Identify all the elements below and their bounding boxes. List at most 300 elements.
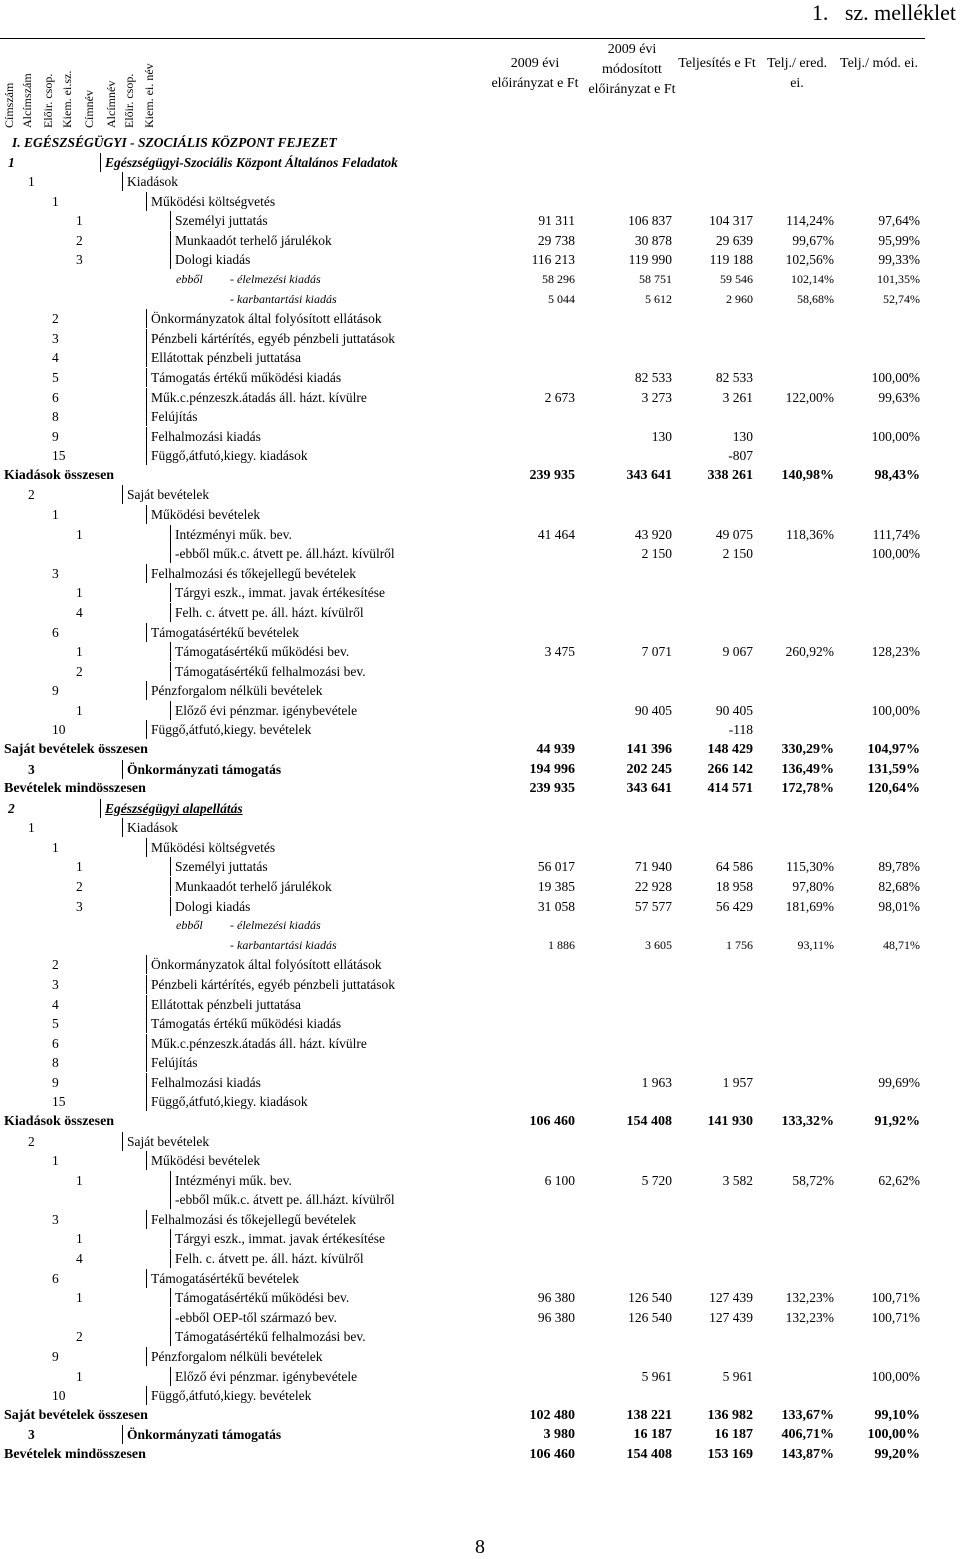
table-row (0, 133, 960, 153)
column-header: Telj./ mód. ei. (840, 56, 918, 71)
row-value: 104,97% (867, 741, 920, 757)
row-label: Egészségügyi alapellátás (100, 799, 243, 818)
row-value: 102,56% (785, 252, 834, 268)
row-code: 1 (52, 193, 59, 209)
row-value: 100,00% (867, 1427, 920, 1443)
row-value: 130 (651, 428, 672, 444)
row-value: 2 960 (726, 291, 753, 306)
row-label: Függő,átfutó,kiegy. bevételek (146, 720, 311, 739)
row-value: 57 577 (634, 898, 672, 914)
row-value: 343 641 (626, 467, 672, 483)
row-value: 52,74% (883, 291, 920, 306)
table-row (0, 701, 960, 721)
row-value: 127 439 (709, 1309, 753, 1325)
row-value: 5 720 (641, 1172, 672, 1188)
row-value: 58 751 (639, 272, 672, 287)
row-value: 143,87% (781, 1446, 834, 1462)
row-value: 138 221 (626, 1407, 672, 1423)
row-value: 128,23% (871, 644, 920, 660)
table-row (0, 857, 960, 877)
row-code: 2 (28, 1133, 35, 1149)
row-value: 118,36% (786, 526, 834, 542)
row-value: 239 935 (529, 467, 575, 483)
row-label: Támogatás értékű működési kiadás (146, 368, 341, 387)
vertical-header-text: Előir. csop. (41, 73, 55, 128)
row-value: 99,20% (874, 1446, 920, 1462)
vertical-header-label (104, 38, 118, 130)
row-code: 1 (8, 154, 15, 170)
row-code: 1 (76, 644, 83, 660)
table-row (0, 897, 960, 917)
vertical-header-text: Kiem. ei. név (142, 63, 156, 128)
table-header (0, 38, 960, 130)
row-code: 1 (76, 1368, 83, 1384)
row-value: 89,78% (878, 859, 920, 875)
column-header: Telj./ ered. ei. (766, 56, 828, 91)
row-code: 1 (52, 1153, 59, 1169)
row-label: Személyi juttatás (170, 211, 268, 230)
table-row (0, 1269, 960, 1289)
row-value: 239 935 (529, 781, 575, 797)
row-label: Kiadások összesen (4, 1114, 115, 1129)
row-value: 95,99% (878, 232, 920, 248)
row-label: -ebből műk.c. átvett pe. áll.házt. kívülről (170, 1190, 395, 1209)
row-value: 111,74% (872, 526, 920, 542)
row-value: 91,92% (874, 1114, 920, 1129)
row-label: Munkaadót terhelő járulékok (170, 877, 332, 896)
row-label: - karbantartási kiadás (230, 291, 337, 306)
row-value: 338 261 (707, 467, 753, 483)
row-label: Saját bevételek (122, 1132, 209, 1151)
row-label: Támogatásértékű bevételek (146, 623, 299, 642)
row-value: 99,67% (792, 232, 834, 248)
row-code: 1 (76, 1231, 83, 1247)
row-label: Felújítás (146, 1053, 198, 1072)
row-value: 100,00% (871, 702, 920, 718)
row-value: 114,24% (786, 213, 834, 229)
row-code: 1 (52, 507, 59, 523)
row-value: 49 075 (715, 526, 753, 542)
row-label: - élelmezési kiadás (230, 918, 321, 933)
table-row (0, 720, 960, 740)
row-value: 7 071 (641, 644, 672, 660)
row-value: 90 405 (634, 702, 672, 718)
row-code: 2 (28, 487, 35, 503)
row-code: 4 (76, 604, 83, 620)
row-label: Pénzforgalom nélküli bevételek (146, 1347, 322, 1366)
row-label: Felhalmozási és tőkejellegű bevételek (146, 1210, 356, 1229)
row-code: 1 (76, 1290, 83, 1306)
row-value: 1 886 (548, 937, 575, 952)
row-code: 2 (76, 663, 83, 679)
row-value: 58 296 (542, 272, 575, 287)
row-label: -ebből OEP-től származó bev. (170, 1308, 337, 1327)
row-value: 41 464 (537, 526, 575, 542)
row-value: 330,29% (781, 741, 834, 757)
row-label: Bevételek mindösszesen (4, 781, 146, 797)
row-value: 260,92% (785, 644, 834, 660)
table-row (0, 681, 960, 701)
row-value: 194 996 (529, 761, 575, 777)
row-value: 3 582 (722, 1172, 753, 1188)
row-value: 2 150 (641, 546, 672, 562)
row-code: 2 (76, 879, 83, 895)
row-value: 100,00% (871, 369, 920, 385)
row-label: Intézményi műk. bev. (170, 525, 292, 544)
table-row (0, 231, 960, 251)
row-value: 106 460 (529, 1446, 575, 1462)
table-row (0, 485, 960, 505)
row-value: 414 571 (707, 781, 753, 797)
table-row (0, 309, 960, 329)
table-row (0, 1210, 960, 1230)
row-value: 106 837 (628, 213, 672, 229)
table-row (0, 1386, 960, 1406)
row-value: 9 067 (722, 644, 753, 660)
table-row (0, 936, 960, 956)
row-code: 1 (76, 213, 83, 229)
row-label: Működési költségvetés (146, 192, 275, 211)
table-row (0, 1229, 960, 1249)
row-code: 4 (52, 996, 59, 1012)
row-code: 2 (52, 957, 59, 973)
row-code: 1 (28, 820, 35, 836)
row-value: 119 990 (628, 252, 672, 268)
table-row (0, 1034, 960, 1054)
table-row (0, 348, 960, 368)
row-value: 406,71% (781, 1427, 834, 1443)
table-row (0, 995, 960, 1015)
table-row (0, 642, 960, 662)
row-value: 100,00% (871, 1368, 920, 1384)
row-code: 3 (28, 1427, 35, 1443)
table-row (0, 1425, 960, 1445)
table-row (0, 388, 960, 408)
table-row (0, 525, 960, 545)
row-label: Dologi kiadás (170, 897, 250, 916)
row-value: 266 142 (707, 761, 753, 777)
row-label: Működési bevételek (146, 505, 260, 524)
table-row (0, 760, 960, 780)
vertical-header-label (122, 38, 136, 130)
row-value: 106 460 (529, 1114, 575, 1129)
table-row (0, 1073, 960, 1093)
row-value: 2 673 (544, 389, 575, 405)
row-code: 15 (52, 448, 66, 464)
row-value: 99,33% (878, 252, 920, 268)
row-value: 126 540 (628, 1309, 672, 1325)
row-label: Felh. c. átvett pe. áll. házt. kívülről (170, 603, 364, 622)
row-label: Működési bevételek (146, 1151, 260, 1170)
row-value: 18 958 (715, 879, 753, 895)
row-code: 3 (76, 252, 83, 268)
row-code: 10 (52, 1388, 66, 1404)
row-value: 5 044 (548, 291, 575, 306)
row-code: 1 (76, 859, 83, 875)
row-value: 93,11% (797, 937, 834, 952)
row-value: 96 380 (537, 1290, 575, 1306)
row-value: 3 980 (543, 1427, 575, 1443)
row-code: 2 (8, 800, 15, 816)
row-value: 3 605 (645, 937, 672, 952)
row-value: 19 385 (537, 879, 575, 895)
row-value: 59 546 (720, 272, 753, 287)
table-row (0, 1171, 960, 1191)
row-code: 1 (28, 174, 35, 190)
row-label: Támogatásértékű felhalmozási bev. (170, 1327, 366, 1346)
row-label: Függő,átfutó,kiegy. bevételek (146, 1386, 311, 1405)
row-label: Kiadások (122, 172, 178, 191)
row-value: 99,63% (878, 389, 920, 405)
table-row (0, 662, 960, 682)
row-label: Felh. c. átvett pe. áll. házt. kívülről (170, 1249, 364, 1268)
row-value: 153 169 (707, 1446, 753, 1462)
table-row (0, 466, 960, 486)
row-value: 115,30% (786, 859, 834, 875)
row-label: Kiadások összesen (4, 467, 115, 483)
row-code: 4 (76, 1251, 83, 1267)
table-row (0, 368, 960, 388)
row-label: Ellátottak pénzbeli juttatása (146, 348, 301, 367)
row-code: 8 (52, 1055, 59, 1071)
row-value: 154 408 (626, 1114, 672, 1129)
table-row (0, 1288, 960, 1308)
row-code: 15 (52, 1094, 66, 1110)
row-value: 2 150 (722, 546, 753, 562)
row-label: Önkormányzati támogatás (122, 1425, 281, 1444)
table-row (0, 446, 960, 466)
row-value: 126 540 (628, 1290, 672, 1306)
row-code: 1 (76, 526, 83, 542)
row-value: 58,72% (792, 1172, 834, 1188)
row-value: 71 940 (634, 859, 672, 875)
row-value: 16 187 (633, 1427, 672, 1443)
row-code: 1 (76, 702, 83, 718)
row-label: Pénzbeli kártérítés, egyéb pénzbeli juttatások (146, 329, 395, 348)
row-value: 148 429 (707, 741, 753, 757)
row-value: 5 612 (645, 291, 672, 306)
table-row (0, 1406, 960, 1426)
table-row (0, 877, 960, 897)
row-label: Felújítás (146, 407, 198, 426)
table-row (0, 955, 960, 975)
row-code: 8 (52, 409, 59, 425)
row-value: 3 475 (544, 644, 575, 660)
table-row (0, 1092, 960, 1112)
row-value: 98,01% (878, 898, 920, 914)
table-row (0, 740, 960, 760)
row-label: Működési költségvetés (146, 838, 275, 857)
row-code: 1 (76, 1172, 83, 1188)
table-row (0, 564, 960, 584)
row-code: 2 (76, 232, 83, 248)
row-code: 6 (52, 389, 59, 405)
row-code: 3 (52, 330, 59, 346)
row-label: Felhalmozási kiadás (146, 1073, 261, 1092)
row-value: 64 586 (715, 859, 753, 875)
vertical-header-label (82, 38, 96, 130)
table-row (0, 250, 960, 270)
row-value: 97,64% (878, 213, 920, 229)
row-value: 1 963 (641, 1074, 672, 1090)
row-label: Ellátottak pénzbeli juttatása (146, 995, 301, 1014)
row-label: Támogatásértékű felhalmozási bev. (170, 662, 366, 681)
table-row (0, 1308, 960, 1328)
table-row (0, 1014, 960, 1034)
row-value: 133,32% (781, 1114, 834, 1129)
row-code: 5 (52, 369, 59, 385)
vertical-header-label (2, 38, 16, 130)
table-row (0, 1132, 960, 1152)
row-code: ebből (176, 272, 203, 287)
table-row (0, 1445, 960, 1465)
vertical-header-text: Címnév (82, 90, 96, 128)
vertical-header-text: Előir. csop. (122, 73, 136, 128)
row-value: 172,78% (781, 781, 834, 797)
vertical-header-label (60, 38, 74, 130)
row-value: 132,23% (785, 1290, 834, 1306)
row-value: 101,35% (877, 272, 920, 287)
row-label: Munkaadót terhelő járulékok (170, 231, 332, 250)
row-value: 5 961 (641, 1368, 672, 1384)
row-value: 82,68% (878, 879, 920, 895)
row-value: 141 396 (626, 741, 672, 757)
row-value: 100,71% (871, 1290, 920, 1306)
table-row (0, 916, 960, 936)
table-row (0, 211, 960, 231)
row-value: 3 273 (641, 389, 672, 405)
row-value: 141 930 (707, 1114, 753, 1129)
column-header: Teljesítés e Ft (678, 56, 756, 71)
row-code: ebből (176, 918, 203, 933)
row-label: Saját bevételek összesen (4, 741, 148, 757)
row-label: Műk.c.pénzeszk.átadás áll. házt. kívülre (146, 388, 367, 407)
row-value: 98,43% (874, 467, 920, 483)
vertical-header-label (142, 38, 156, 130)
row-value: 116 213 (531, 252, 575, 268)
row-value: 82 533 (715, 369, 753, 385)
table-row (0, 603, 960, 623)
row-label: Támogatásértékű működési bev. (170, 1288, 349, 1307)
row-label: Támogatásértékű működési bev. (170, 642, 349, 661)
row-label: Függő,átfutó,kiegy. kiadások (146, 446, 308, 465)
table-row (0, 1190, 960, 1210)
row-value: 58,68% (797, 291, 834, 306)
row-value: 100,71% (871, 1309, 920, 1325)
row-value: 132,23% (785, 1309, 834, 1325)
row-value: 43 920 (634, 526, 672, 542)
row-value: 22 928 (634, 879, 672, 895)
table-row (0, 818, 960, 838)
row-code: 4 (52, 350, 59, 366)
row-label: - élelmezési kiadás (230, 272, 321, 287)
row-code: 2 (52, 311, 59, 327)
row-label: Előző évi pénzmar. igénybevétele (170, 1367, 357, 1386)
row-label: Felhalmozási és tőkejellegű bevételek (146, 564, 356, 583)
row-value: 48,71% (883, 937, 920, 952)
row-label: Tárgyi eszk., immat. javak értékesítése (170, 1229, 385, 1248)
row-code: 6 (52, 1270, 59, 1286)
row-label: Bevételek mindösszesen (4, 1446, 146, 1462)
row-label: Kiadások (122, 818, 178, 837)
row-label: Egészségügyi-Szociális Központ Általános Feladatok (100, 153, 398, 172)
table-row (0, 838, 960, 858)
row-value: 130 (732, 428, 753, 444)
row-code: 9 (52, 683, 59, 699)
page-number: 8 (475, 1536, 485, 1558)
row-code: 6 (52, 624, 59, 640)
row-label: - karbantartási kiadás (230, 937, 337, 952)
row-label: Előző évi pénzmar. igénybevétele (170, 701, 357, 720)
table-row (0, 1367, 960, 1387)
row-value: 30 878 (634, 232, 672, 248)
row-value: 90 405 (715, 702, 753, 718)
row-label: Személyi juttatás (170, 857, 268, 876)
table-row (0, 505, 960, 525)
table-row (0, 153, 960, 173)
row-code: 1 (52, 839, 59, 855)
row-value: 133,67% (781, 1407, 834, 1423)
row-value: 82 533 (634, 369, 672, 385)
table-row (0, 329, 960, 349)
row-value: 202 245 (626, 761, 672, 777)
row-code: 1 (76, 585, 83, 601)
row-label: Saját bevételek összesen (4, 1407, 148, 1423)
row-label: Támogatásértékű bevételek (146, 1269, 299, 1288)
row-label: Dologi kiadás (170, 250, 250, 269)
row-code: 9 (52, 1348, 59, 1364)
row-value: 29 639 (715, 232, 753, 248)
row-value: 136 982 (707, 1407, 753, 1423)
annex-label: 1. sz. melléklet (811, 0, 956, 25)
row-value: 343 641 (626, 781, 672, 797)
row-value: 154 408 (626, 1446, 672, 1462)
row-value: 29 738 (537, 232, 575, 248)
row-label: Intézményi műk. bev. (170, 1171, 292, 1190)
row-code: 9 (52, 428, 59, 444)
row-value: 16 187 (714, 1427, 753, 1443)
column-header: 2009 évi módosított előirányzat e Ft (588, 42, 676, 97)
table-row (0, 623, 960, 643)
row-value: 96 380 (537, 1309, 575, 1325)
row-value: 120,64% (867, 781, 920, 797)
table-row (0, 1053, 960, 1073)
row-label: Saját bevételek (122, 485, 209, 504)
row-code: 3 (52, 1211, 59, 1227)
row-label: Tárgyi eszk., immat. javak értékesítése (170, 583, 385, 602)
row-value: 104 317 (709, 213, 753, 229)
table-row (0, 799, 960, 819)
row-label: -ebből műk.c. átvett pe. áll.házt. kívülről (170, 544, 395, 563)
table-row (0, 1249, 960, 1269)
row-value: 131,59% (867, 761, 920, 777)
row-value: 1 756 (726, 937, 753, 952)
row-label: Pénzforgalom nélküli bevételek (146, 681, 322, 700)
row-code: 3 (52, 976, 59, 992)
vertical-header-text: Alcímnév (104, 80, 118, 128)
table-row (0, 192, 960, 212)
row-value: 31 058 (537, 898, 575, 914)
row-value: -118 (728, 722, 753, 738)
row-label: Önkormányzatok által folyósított ellátások (146, 955, 382, 974)
row-label: Önkormányzati támogatás (122, 760, 281, 779)
table-row (0, 290, 960, 310)
vertical-header-text: Címszám (2, 82, 16, 128)
row-value: 56 017 (537, 859, 575, 875)
row-value: 136,49% (781, 761, 834, 777)
table-row (0, 172, 960, 192)
row-value: 5 961 (722, 1368, 753, 1384)
